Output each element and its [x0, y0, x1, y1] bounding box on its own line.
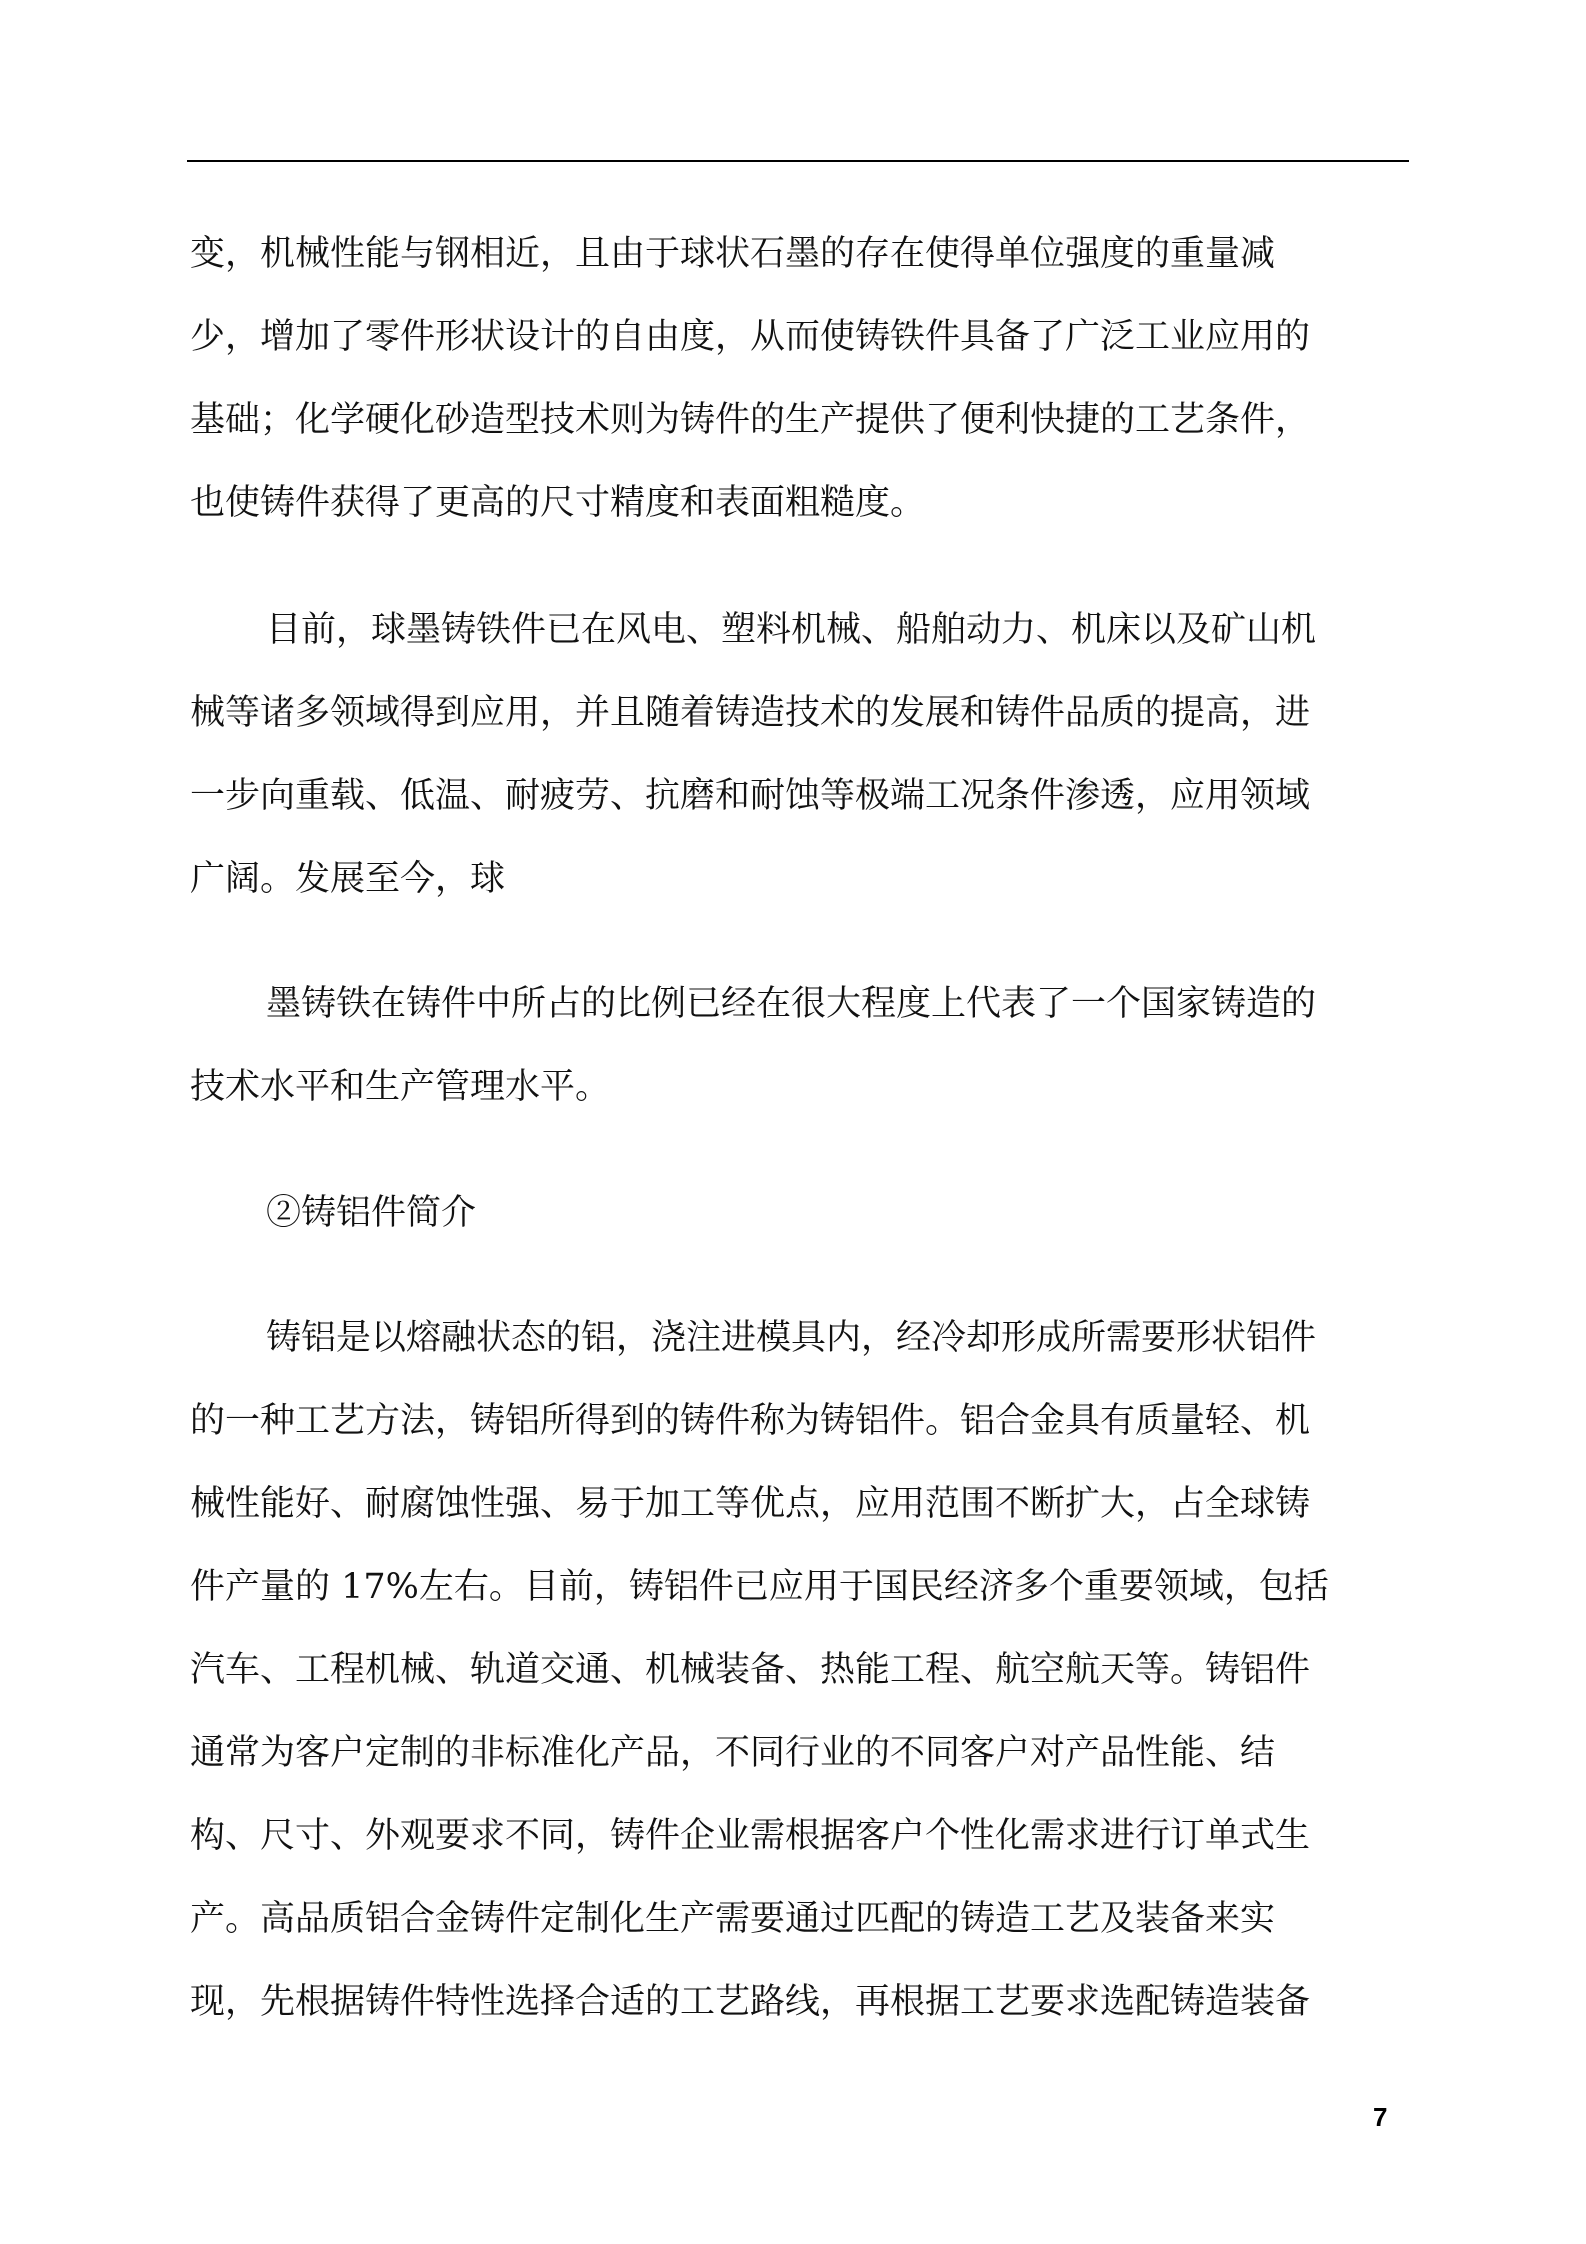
- text-line: 通常为客户定制的非标准化产品，不同行业的不同客户对产品性能、结: [190, 1733, 1276, 1773]
- text-line: 现，先根据铸件特性选择合适的工艺路线，再根据工艺要求选配铸造装备: [190, 1982, 1311, 2022]
- text-line: 也使铸件获得了更高的尺寸精度和表面粗糙度。: [190, 483, 926, 523]
- text-line: 墨铸铁在铸件中所占的比例已经在很大程度上代表了一个国家铸造的: [266, 984, 1317, 1024]
- text-line: 一步向重载、低温、耐疲劳、抗磨和耐蚀等极端工况条件渗透，应用领域: [190, 776, 1311, 816]
- header-rule: [187, 160, 1409, 162]
- section-heading: ②铸铝件简介: [266, 1193, 477, 1233]
- text-line: 产。高品质铝合金铸件定制化生产需要通过匹配的铸造工艺及装备来实: [190, 1899, 1276, 1939]
- text-line: 目前，球墨铸铁件已在风电、塑料机械、船舶动力、机床以及矿山机: [266, 610, 1317, 650]
- page-number: 7: [1373, 2102, 1388, 2132]
- text-line: 械性能好、耐腐蚀性强、易于加工等优点，应用范围不断扩大，占全球铸: [190, 1484, 1311, 1524]
- text-line: 械等诸多领域得到应用，并且随着铸造技术的发展和铸件品质的提高，进: [190, 693, 1311, 733]
- text-line: 汽车、工程机械、轨道交通、机械装备、热能工程、航空航天等。铸铝件: [190, 1650, 1311, 1690]
- text-line: 广阔。发展至今，球: [190, 859, 506, 899]
- text-line: 铸铝是以熔融状态的铝，浇注进模具内，经冷却形成所需要形状铝件: [266, 1318, 1317, 1358]
- text-line: 基础；化学硬化砂造型技术则为铸件的生产提供了便利快捷的工艺条件，: [190, 400, 1311, 440]
- text-line: 件产量的 17%左右。目前，铸铝件已应用于国民经济多个重要领域，包括: [190, 1567, 1329, 1607]
- text-line: 技术水平和生产管理水平。: [190, 1067, 611, 1107]
- text-line: 少，增加了零件形状设计的自由度，从而使铸铁件具备了广泛工业应用的: [190, 317, 1311, 357]
- text-line: 的一种工艺方法，铸铝所得到的铸件称为铸铝件。铝合金具有质量轻、机: [190, 1401, 1311, 1441]
- text-line: 变，机械性能与钢相近，且由于球状石墨的存在使得单位强度的重量减: [190, 234, 1276, 274]
- text-line: 构、尺寸、外观要求不同，铸件企业需根据客户个性化需求进行订单式生: [190, 1816, 1311, 1856]
